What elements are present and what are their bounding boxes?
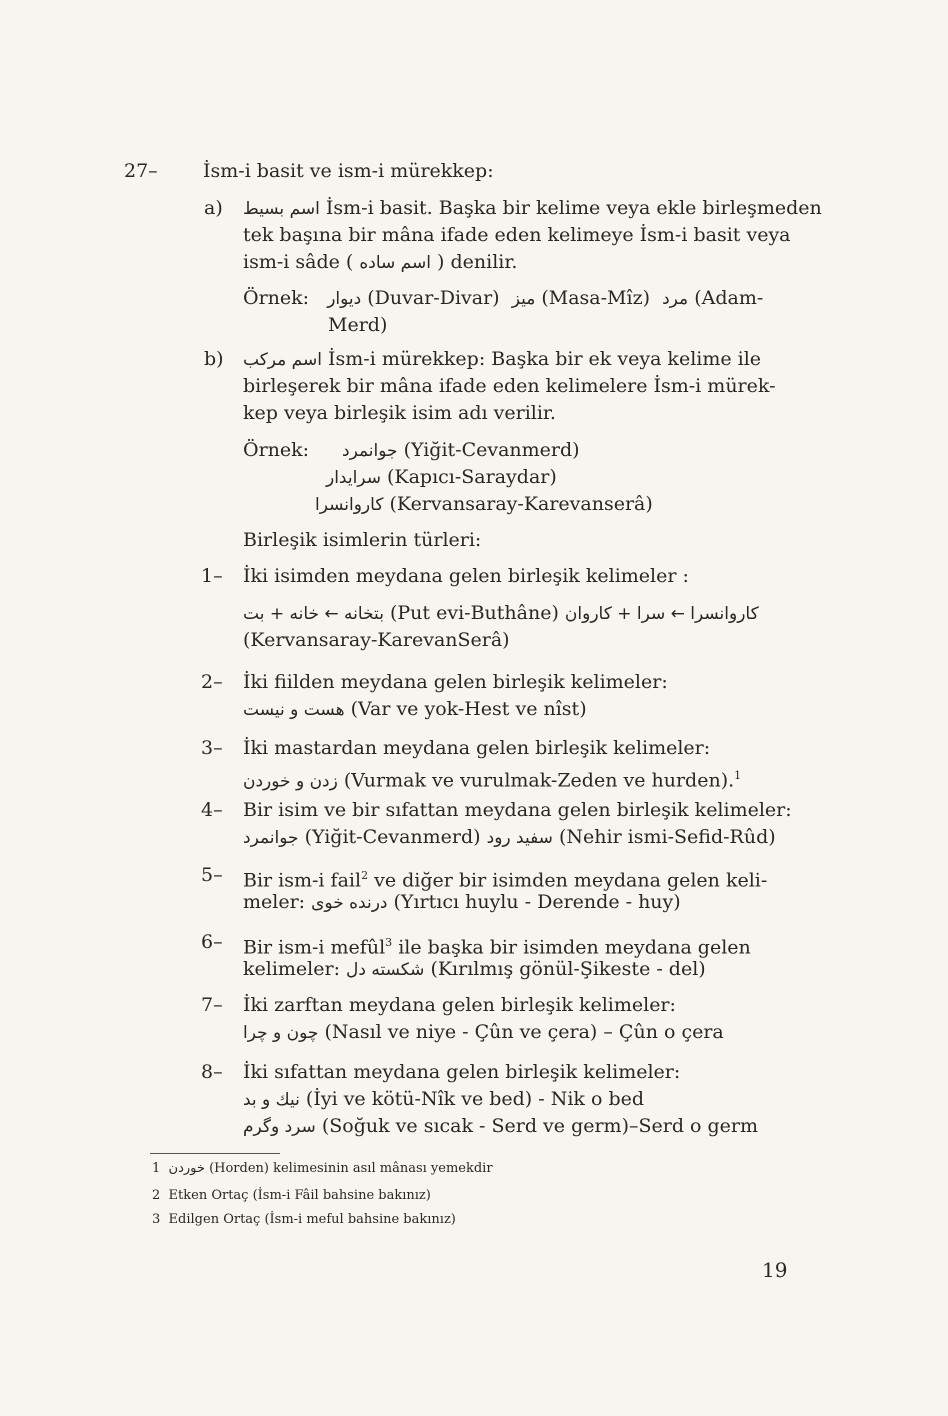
item-7-number: 7– — [201, 994, 223, 1016]
arabic-term: اسم بسيط — [243, 199, 320, 219]
item-3-example: زدن و خوردن (Vurmak ve vurulmak-Zeden ve hurden).$^1$ — [243, 769, 742, 792]
item-b-example-1: جوانمرد (Yiğit-Cevanmerd) — [342, 439, 580, 461]
item-2-number: 2– — [201, 671, 223, 693]
footnote-ref: 2 — [361, 869, 369, 882]
item-a-line2: tek başına bir mâna ifade eden kelimeye İsm-i basit veya — [243, 224, 791, 246]
footnote-divider — [150, 1153, 280, 1154]
page-number: 19 — [762, 1258, 788, 1282]
item-8-example-1: نيك و بد (İyi ve kötü-Nîk ve bed) - Nik o bed — [243, 1088, 645, 1110]
item-b-line2: birleşerek bir mâna ifade eden kelimelere İsm-i mürek- — [243, 375, 776, 397]
item-8-title: İki sıfattan meydana gelen birleşik kelimeler: — [243, 1061, 681, 1083]
footnote-ref: 1 — [734, 769, 742, 782]
item-6-number: 6– — [201, 931, 223, 953]
item-4-example: جوانمرد (Yiğit-Cevanmerd) سفيد رود (Nehir ismi-Sefid-Rûd) — [243, 826, 776, 848]
item-5-example: meler: درنده خوى (Yırtıcı huylu - Derende - huy) — [243, 891, 681, 913]
item-6-example: kelimeler: شكسته دل (Kırılmış gönül-Şikeste - del) — [243, 958, 706, 980]
item-b-label: b) — [204, 348, 224, 370]
item-b-line3: kep veya birleşik isim adı verilir. — [243, 402, 556, 424]
arabic-term: اسم مركب — [243, 350, 322, 370]
footnote-3: 3 Edilgen Ortaç (İsm-i meful bahsine bakınız) — [152, 1212, 456, 1227]
item-b-example-2: سرايدار (Kapıcı-Saraydar) — [326, 466, 557, 488]
item-1-example: بتخانه ← خانه + بت (Put evi-Buthâne) كاروانسرا ← سرا + كاروان — [243, 602, 759, 624]
item-8-number: 8– — [201, 1061, 223, 1083]
item-b-example-label: Örnek: — [243, 439, 310, 461]
footnote-ref: 3 — [385, 936, 393, 949]
item-a-example: Örnek: ديوار (Duvar-Divar) ميز (Masa-Mîz) مرد (Adam- — [243, 287, 764, 309]
item-8-example-2: سرد وگرم (Soğuk ve sıcak - Serd ve germ)–Serd o germ — [243, 1115, 759, 1137]
item-b-example-3: كاروانسرا (Kervansaray-Karevanserâ) — [315, 493, 653, 515]
item-a-line3: ism-i sâde ( اسم ساده ) denilir. — [243, 251, 518, 273]
footnote-1: 1 خوردن (Horden) kelimesinin asıl mânası yemekdir — [152, 1161, 493, 1176]
item-a-label: a) — [204, 197, 223, 219]
item-1-example-cont: (Kervansaray-KarevanSerâ) — [243, 629, 510, 651]
item-5-number: 5– — [201, 864, 223, 886]
item-4-title: Bir isim ve bir sıfattan meydana gelen birleşik kelimeler: — [243, 799, 792, 821]
item-7-title: İki zarftan meydana gelen birleşik kelimeler: — [243, 994, 676, 1016]
item-5-title: Bir ism-i fail$^2$ ve diğer bir isimden meydana gelen keli- — [243, 869, 768, 892]
item-6-title: Bir ism-i mefûl$^3$ ile başka bir isimden meydana gelen — [243, 936, 751, 959]
item-b-line1: اسم مركب İsm-i mürekkep: Başka bir ek veya kelime ile — [243, 348, 762, 370]
item-7-example: چون و چرا (Nasıl ve niye - Çûn ve çera) – Çûn o çera — [243, 1021, 724, 1043]
item-1-number: 1– — [201, 565, 223, 587]
item-a-line1: اسم بسيط İsm-i basit. Başka bir kelime veya ekle birleşmeden — [243, 197, 822, 219]
footnote-2: 2 Etken Ortaç (İsm-i Fâil bahsine bakınız) — [152, 1188, 431, 1203]
item-4-number: 4– — [201, 799, 223, 821]
item-1-title: İki isimden meydana gelen birleşik kelimeler : — [243, 565, 689, 587]
item-2-title: İki fiilden meydana gelen birleşik kelimeler: — [243, 671, 668, 693]
section-title: İsm-i basit ve ism-i mürekkep: — [203, 160, 494, 182]
item-3-number: 3– — [201, 737, 223, 759]
types-heading: Birleşik isimlerin türleri: — [243, 529, 482, 551]
section-number: 27– — [124, 160, 158, 182]
item-3-title: İki mastardan meydana gelen birleşik kelimeler: — [243, 737, 711, 759]
item-2-example: هست و نيست (Var ve yok-Hest ve nîst) — [243, 698, 587, 720]
item-a-example-cont: Merd) — [328, 314, 388, 336]
